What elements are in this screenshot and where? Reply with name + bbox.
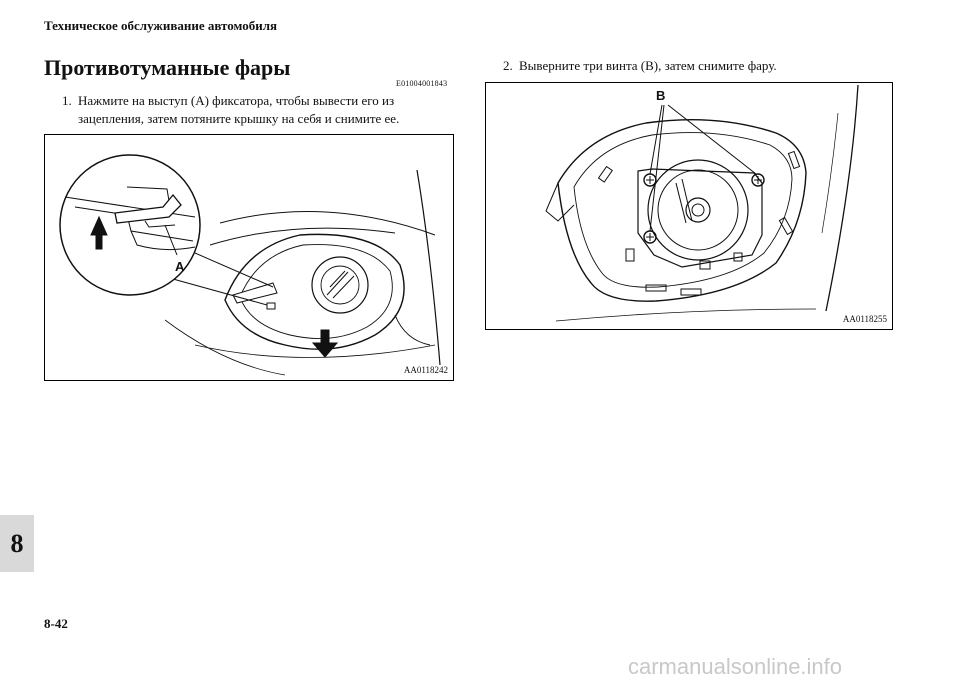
step-1-text-line1: Нажмите на выступ (А) фиксатора, чтобы вывести его из bbox=[78, 93, 395, 108]
callout-b: B bbox=[656, 88, 666, 103]
chapter-number: 8 bbox=[10, 528, 24, 558]
step-1 bbox=[62, 92, 462, 128]
step-1-text-line2: зацепления, затем потяните крышку на себя и снимите ее. bbox=[78, 111, 400, 126]
watermark: carmanualsonline.info bbox=[628, 654, 843, 679]
figure-fog-lamp-cover bbox=[44, 134, 454, 381]
section-code: E01004001843 bbox=[396, 79, 448, 88]
callout-a: A bbox=[175, 259, 185, 274]
chapter-tab bbox=[0, 515, 34, 572]
step-2-number: 2. bbox=[503, 58, 513, 73]
figure-1-id: AA0118242 bbox=[403, 365, 448, 375]
fog-lamp-cover-illustration bbox=[45, 135, 453, 380]
step-2 bbox=[503, 57, 923, 75]
figure-fog-lamp-screws bbox=[485, 82, 893, 330]
section-header: Техническое обслуживание автомобиля bbox=[44, 18, 278, 33]
fog-lamp-screws-illustration bbox=[486, 83, 892, 329]
step-2-text: Выверните три винта (B), затем снимите фару. bbox=[519, 58, 777, 73]
page-title: Противотуманные фары bbox=[44, 55, 291, 80]
step-1-number: 1. bbox=[62, 93, 72, 108]
page-number: 8-42 bbox=[44, 616, 68, 631]
figure-2-id: AA0118255 bbox=[842, 314, 887, 324]
